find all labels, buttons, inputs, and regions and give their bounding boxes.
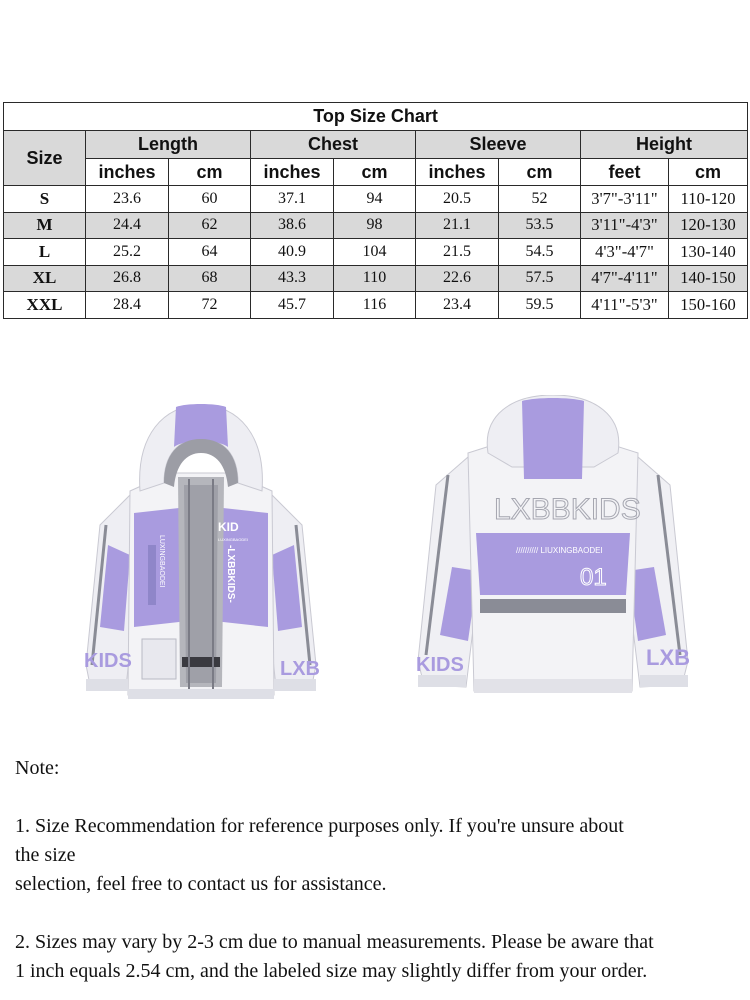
length-cm-cell: 62 [169,212,251,239]
size-cell: XXL [4,292,86,319]
sleeve-inches-cell: 21.1 [416,212,499,239]
front-left-sleeve-text: KIDS [84,650,132,672]
chest-inches-cell: 45.7 [251,292,334,319]
size-chart-table [3,102,748,319]
notes-heading: Note: [15,757,60,779]
sleeve-cm-cell: 57.5 [499,265,581,292]
unit-header: inches [86,159,169,186]
chest-cm-cell: 110 [334,265,416,292]
back-number-text: 01 [580,564,607,591]
note-1-line-2: the size [15,844,76,866]
group-header-length: Length [86,131,251,159]
size-cell: L [4,239,86,266]
chest-cm-cell: 94 [334,186,416,213]
length-inches-cell: 24.4 [86,212,169,239]
chest-inches-cell: 40.9 [251,239,334,266]
back-logo-text: LXBBKIDS [494,493,641,526]
back-stripe-text: ////////// LIUXINGBAODEI [516,546,603,555]
note-1-line-1: 1. Size Recommendation for reference purposes only. If you're unsure about [15,815,624,837]
length-inches-cell: 23.6 [86,186,169,213]
unit-header: cm [334,159,416,186]
length-cm-cell: 64 [169,239,251,266]
height-feet-cell: 4'11"-5'3" [581,292,669,319]
group-header-height: Height [581,131,748,159]
front-badge-text: KID [218,520,239,534]
chest-cm-cell: 116 [334,292,416,319]
sleeve-inches-cell: 22.6 [416,265,499,292]
chart-title: Top Size Chart [4,103,748,131]
table-row [4,186,748,213]
table-row [4,265,748,292]
size-column-header: Size [4,131,86,186]
note-2-line-1: 2. Sizes may vary by 2-3 cm due to manual measurements. Please be aware that [15,931,654,953]
sleeve-cm-cell: 53.5 [499,212,581,239]
unit-header: cm [669,159,748,186]
back-right-sleeve-text: LXB [646,645,690,670]
size-cell: S [4,186,86,213]
height-cm-cell: 130-140 [669,239,748,266]
front-right-sleeve-text: LXB [280,658,320,680]
sleeve-inches-cell: 21.5 [416,239,499,266]
sleeve-cm-cell: 59.5 [499,292,581,319]
height-cm-cell: 150-160 [669,292,748,319]
front-badge-subtext: LUXINGBAODEI [218,537,249,542]
note-2-line-2: 1 inch equals 2.54 cm, and the labeled size may slightly differ from your order. [15,960,648,982]
unit-header: feet [581,159,669,186]
chest-inches-cell: 38.6 [251,212,334,239]
group-header-sleeve: Sleeve [416,131,581,159]
height-feet-cell: 3'7"-3'11" [581,186,669,213]
length-cm-cell: 60 [169,186,251,213]
note-1-line-3: selection, feel free to contact us for assistance. [15,873,387,895]
table-row [4,292,748,319]
jacket-back-image [412,395,694,697]
table-row [4,239,748,266]
sleeve-cm-cell: 52 [499,186,581,213]
size-cell: M [4,212,86,239]
sleeve-cm-cell: 54.5 [499,239,581,266]
front-zip-text: -LXBBKIDS- [225,545,236,603]
length-cm-cell: 72 [169,292,251,319]
length-cm-cell: 68 [169,265,251,292]
height-feet-cell: 4'7"-4'11" [581,265,669,292]
chest-cm-cell: 104 [334,239,416,266]
table-row [4,212,748,239]
group-header-chest: Chest [251,131,416,159]
size-chart [3,102,747,319]
front-side-text: LUXINGBAODEI [158,535,165,588]
length-inches-cell: 28.4 [86,292,169,319]
chest-inches-cell: 37.1 [251,186,334,213]
unit-header: inches [416,159,499,186]
unit-header: cm [499,159,581,186]
back-left-sleeve-text: KIDS [416,654,464,676]
chest-inches-cell: 43.3 [251,265,334,292]
height-cm-cell: 120-130 [669,212,748,239]
unit-header: inches [251,159,334,186]
unit-header: cm [169,159,251,186]
height-cm-cell: 110-120 [669,186,748,213]
height-feet-cell: 4'3"-4'7" [581,239,669,266]
sleeve-inches-cell: 23.4 [416,292,499,319]
length-inches-cell: 26.8 [86,265,169,292]
height-feet-cell: 3'11"-4'3" [581,212,669,239]
chest-cm-cell: 98 [334,212,416,239]
height-cm-cell: 140-150 [669,265,748,292]
length-inches-cell: 25.2 [86,239,169,266]
product-images [0,395,750,715]
notes-section [15,754,740,986]
jacket-front-image [78,395,324,705]
size-cell: XL [4,265,86,292]
sleeve-inches-cell: 20.5 [416,186,499,213]
